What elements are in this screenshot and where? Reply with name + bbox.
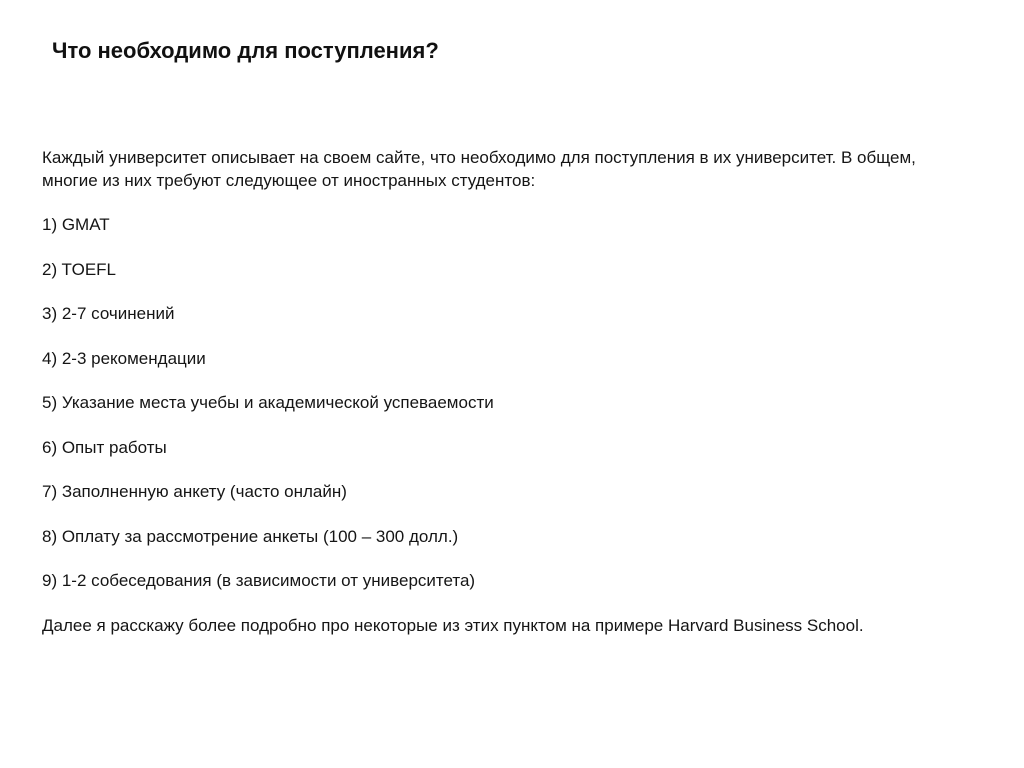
- intro-paragraph: Каждый университет описывает на своем сайте, что необходимо для поступления в их университет. В общем, многие из них требуют следующее от иностранных студентов:: [42, 148, 916, 190]
- requirement-item-8: 8) Оплату за рассмотрение анкеты (100 – 300 долл.): [42, 526, 459, 546]
- requirement-item-9: 9) 1-2 собеседования (в зависимости от университета): [42, 571, 476, 590]
- requirement-item-7: 7) Заполненную анкету (часто онлайн): [42, 482, 347, 501]
- requirement-item-4: 4) 2-3 рекомендации: [42, 348, 206, 368]
- slide-title: Что необходимо для поступления?: [52, 38, 439, 63]
- requirement-item-5: 5) Указание места учебы и академической успеваемости: [42, 393, 494, 412]
- requirement-item-1: 1) GMAT: [42, 215, 110, 234]
- requirements-list: [42, 214, 942, 593]
- slide-body: [42, 147, 942, 637]
- requirement-item-6: 6) Опыт работы: [42, 437, 167, 457]
- requirement-item-3: 3) 2-7 сочинений: [42, 304, 175, 323]
- requirement-item-2: 2) TOEFL: [42, 259, 117, 279]
- outro-paragraph: Далее я расскажу более подробно про некоторые из этих пунктом на примере Harvard Business School.: [42, 615, 864, 635]
